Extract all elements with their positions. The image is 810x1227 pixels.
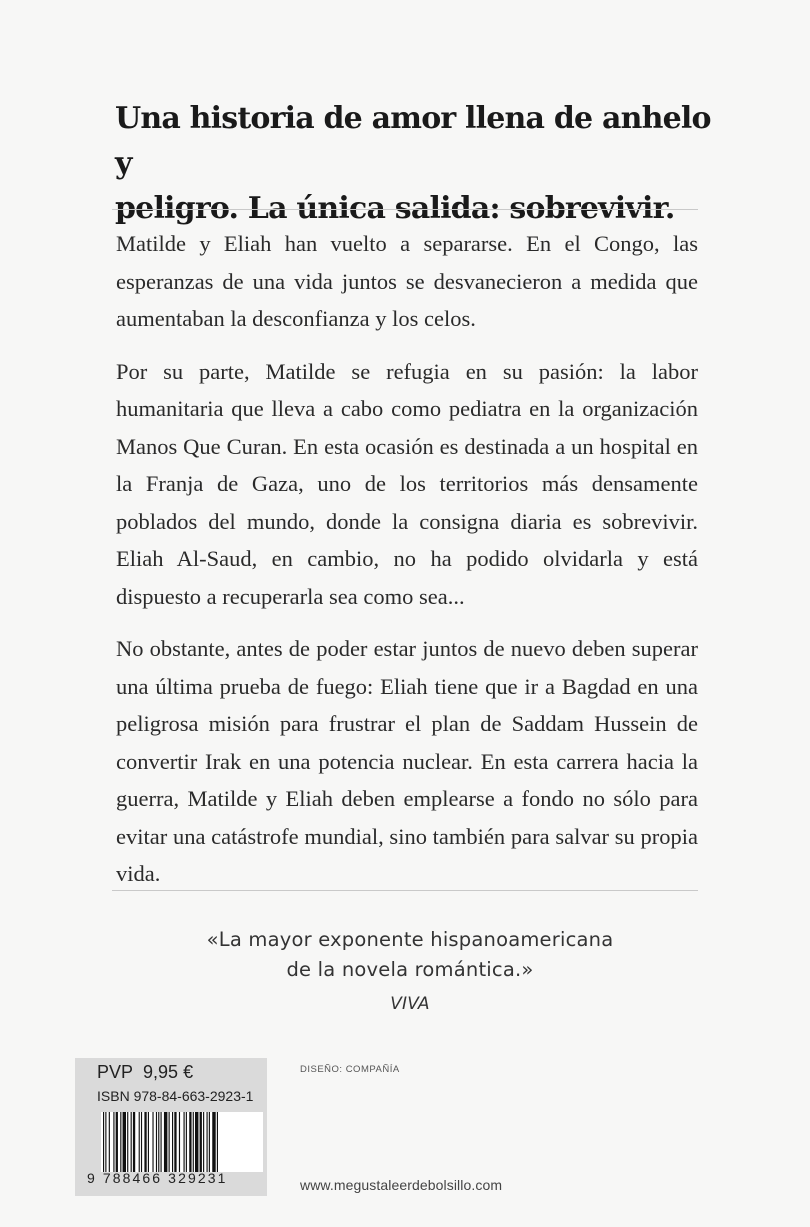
price-box — [75, 1058, 267, 1196]
design-credit: DISEÑO: COMPAÑÍA — [300, 1064, 400, 1075]
barcode-bar — [164, 1112, 167, 1172]
barcode-bar — [193, 1112, 194, 1172]
price-value: 9,95 € — [143, 1062, 194, 1082]
barcode-bar — [144, 1112, 146, 1172]
barcode-bar — [212, 1112, 215, 1172]
barcode-bar — [141, 1112, 142, 1172]
barcode — [101, 1112, 263, 1172]
barcode-bar — [158, 1112, 159, 1172]
barcode-bar — [127, 1112, 128, 1172]
barcode-bar — [123, 1112, 126, 1172]
quote-source: VIVA — [390, 994, 430, 1014]
barcode-bar — [116, 1112, 118, 1172]
barcode-bar — [195, 1112, 198, 1172]
barcode-bar — [148, 1112, 149, 1172]
quote-line-2: de la novela romántica.» — [286, 958, 534, 981]
headline-line-2: peligro. La única salida: sobrevivir. — [115, 191, 675, 226]
barcode-digits: 9 788466 329231 — [87, 1170, 228, 1186]
barcode-bar — [103, 1112, 104, 1172]
barcode-bar — [200, 1112, 202, 1172]
barcode-bar — [133, 1112, 135, 1172]
price-line — [97, 1062, 193, 1083]
synopsis-paragraph: No obstante, antes de poder estar juntos de nuevo deben superar una última prueba de fuego: Eliah tiene que ir a Bagdad en una peligrosa misión para frustrar el plan de Saddam Hussein de convertir Irak en una potencia nuclear. En esta carrera hacia la guerra, Matilde y Eliah deben emplearse a fondo no sólo para evitar una catástrofe mundial, sino también para salvar su propia vida. — [116, 636, 698, 886]
barcode-bar — [172, 1112, 173, 1172]
synopsis — [116, 225, 698, 908]
synopsis-paragraph: Por su parte, Matilde se refugia en su pasión: la labor humanitaria que lleva a cabo como pediatra en la organización Manos Que Curan. En esta ocasión es destinada a un hospital en la Franja de Gaza, uno de los territorios más densamente poblados del mundo, donde la consigna diaria es sobrevivir. Eliah Al-Saud, en cambio, no ha podido olvidarla y está dispuesto a recuperarla sea como sea... — [116, 358, 698, 609]
barcode-bar — [184, 1112, 185, 1172]
press-quote — [110, 925, 710, 1019]
barcode-bar — [152, 1112, 153, 1172]
barcode-bar — [207, 1112, 208, 1172]
quote-line-1: «La mayor exponente hispanoamericana — [206, 928, 614, 951]
synopsis-paragraph: Matilde y Eliah han vuelto a separarse. En el Congo, las esperanzas de una vida juntos se desvanecieron a medida que aumentaban la desconfianza y los celos. — [116, 231, 698, 331]
top-divider — [112, 209, 698, 210]
barcode-bar — [189, 1112, 191, 1172]
isbn: ISBN 978-84-663-2923-1 — [97, 1088, 254, 1104]
barcode-bar — [203, 1112, 204, 1172]
barcode-bar — [139, 1112, 140, 1172]
barcode-bar — [105, 1112, 106, 1172]
barcode-bar — [156, 1112, 157, 1172]
barcode-bar — [209, 1112, 210, 1172]
barcode-bar — [186, 1112, 187, 1172]
barcode-bar — [161, 1112, 162, 1172]
barcode-bar — [174, 1112, 176, 1172]
barcode-bar — [169, 1112, 170, 1172]
barcode-bar — [217, 1112, 218, 1172]
website-url: www.megustaleerdebolsillo.com — [300, 1177, 503, 1193]
price-label: PVP — [97, 1062, 134, 1082]
barcode-bar — [109, 1112, 110, 1172]
bottom-divider — [112, 890, 698, 891]
barcode-bar — [131, 1112, 132, 1172]
barcode-bar — [113, 1112, 114, 1172]
barcode-graphic — [101, 1112, 263, 1172]
headline — [115, 96, 715, 231]
barcode-bar — [179, 1112, 180, 1172]
headline-line-1: Una historia de amor llena de anhelo y — [115, 101, 711, 181]
barcode-bar — [120, 1112, 121, 1172]
